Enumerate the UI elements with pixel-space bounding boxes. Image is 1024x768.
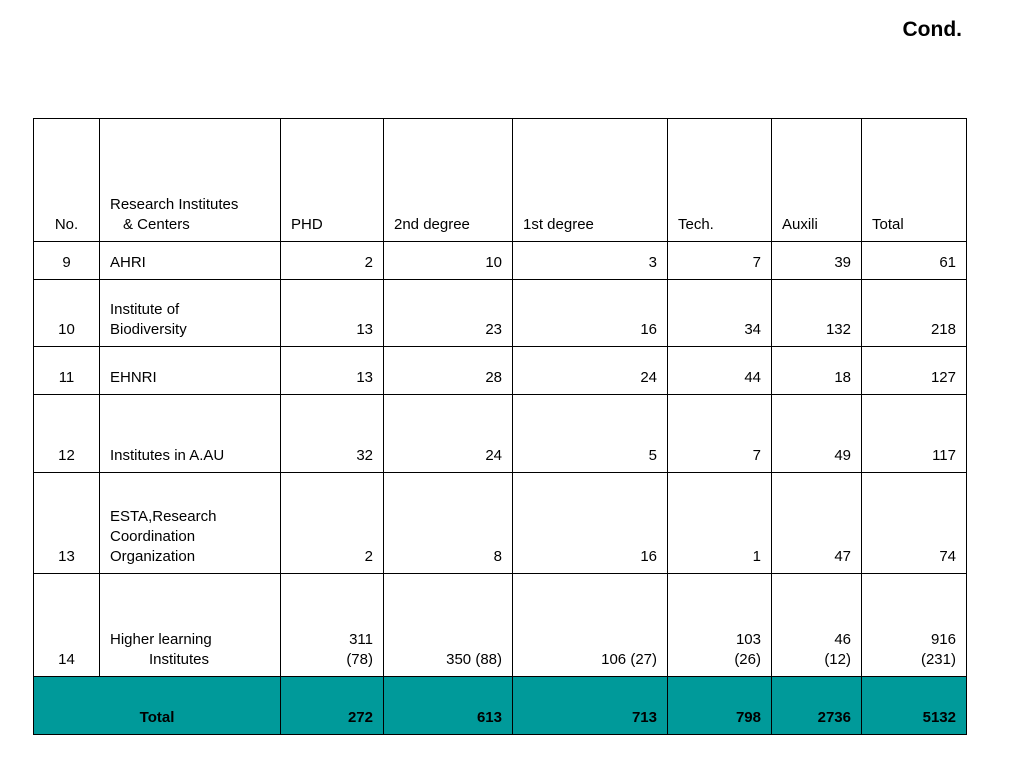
cell-line: 28 [485, 369, 502, 386]
cell-total [862, 473, 967, 574]
cell-first-degree [513, 347, 668, 395]
cell-line: AHRI [110, 254, 146, 271]
cell-line: Institutes [149, 651, 210, 668]
cell-line: 24 [640, 369, 657, 386]
total-tech: 798 [668, 677, 772, 735]
cell-second-degree [384, 280, 513, 347]
cell-total [862, 280, 967, 347]
header-second-degree: 2nd degree [384, 119, 513, 242]
cell-tech [668, 242, 772, 280]
cell-line: 74 [939, 548, 956, 565]
cell-line: 47 [834, 548, 851, 565]
cell-second-degree [384, 242, 513, 280]
cell-no: 12 [34, 395, 100, 473]
cell-phd [281, 347, 384, 395]
cell-line: Biodiversity [110, 321, 187, 338]
cell-auxili [772, 242, 862, 280]
cell-line: 10 [485, 254, 502, 271]
cell-line: 46 [834, 631, 851, 648]
table-row [34, 280, 967, 347]
cell-line: 106 (27) [601, 651, 657, 668]
cell-phd [281, 395, 384, 473]
cell-line: 49 [834, 447, 851, 464]
page-title: Cond. [902, 18, 962, 41]
cell-line: 5 [648, 447, 657, 464]
cell-first-degree [513, 395, 668, 473]
cell-first-degree [513, 574, 668, 677]
cell-total [862, 347, 967, 395]
cell-line: 18 [834, 369, 851, 386]
cell-line: 24 [485, 447, 502, 464]
cell-no: 13 [34, 473, 100, 574]
cell-no: 9 [34, 242, 100, 280]
table-row [34, 574, 967, 677]
cell-first-degree [513, 473, 668, 574]
cell-phd [281, 280, 384, 347]
header-tech: Tech. [668, 119, 772, 242]
cell-line: 132 [825, 321, 851, 338]
cell-line: Institutes in A.AU [110, 447, 225, 464]
header-no: No. [34, 119, 100, 242]
cell-first-degree [513, 280, 668, 347]
cell-line: 218 [930, 321, 956, 338]
cell-line: 39 [834, 254, 851, 271]
cell-line: 311 [349, 631, 373, 648]
total-label: Total [34, 677, 281, 735]
cell-line: 13 [356, 369, 373, 386]
cell-auxili [772, 473, 862, 574]
cell-phd [281, 242, 384, 280]
cell-line: Organization [110, 548, 196, 565]
cell-line: 103 [735, 631, 761, 648]
cell-no: 11 [34, 347, 100, 395]
cell-line: 32 [356, 447, 373, 464]
cell-second-degree [384, 395, 513, 473]
cell-second-degree [384, 574, 513, 677]
table-header-row [34, 119, 967, 242]
cell-line: EHNRI [110, 369, 157, 386]
cell-line: (26) [734, 651, 761, 668]
cell-line: 7 [752, 447, 761, 464]
header-institutes-line1: Research Institutes [110, 196, 239, 213]
cell-line: 44 [744, 369, 761, 386]
cell-line: Higher learning [110, 631, 212, 648]
cell-auxili [772, 574, 862, 677]
table-row [34, 473, 967, 574]
cell-line: 16 [640, 321, 657, 338]
cell-tech [668, 473, 772, 574]
cell-second-degree [384, 473, 513, 574]
staff-table [33, 118, 967, 735]
cell-tech [668, 574, 772, 677]
cell-institute-name [100, 280, 281, 347]
header-institutes-line2: & Centers [123, 216, 190, 233]
cell-line: 2 [364, 548, 373, 565]
total-second-degree: 613 [384, 677, 513, 735]
cell-line: Institute of [110, 301, 180, 318]
cell-line: 127 [930, 369, 956, 386]
header-institutes [100, 119, 281, 242]
cell-auxili [772, 347, 862, 395]
header-auxili: Auxili [772, 119, 862, 242]
cell-line: 916 [930, 631, 956, 648]
cell-tech [668, 280, 772, 347]
cell-phd [281, 574, 384, 677]
cell-institute-name [100, 347, 281, 395]
cell-institute-name [100, 574, 281, 677]
table-row [34, 347, 967, 395]
cell-line: Coordination [110, 528, 196, 545]
cell-first-degree [513, 242, 668, 280]
cell-line: 13 [356, 321, 373, 338]
cell-tech [668, 395, 772, 473]
cell-line: 34 [744, 321, 761, 338]
header-total: Total [862, 119, 967, 242]
cell-line: 350 (88) [446, 651, 502, 668]
cell-line: (12) [824, 651, 851, 668]
cell-line: 3 [648, 254, 657, 271]
table-row [34, 242, 967, 280]
total-total: 5132 [862, 677, 967, 735]
total-auxili: 2736 [772, 677, 862, 735]
cell-no: 10 [34, 280, 100, 347]
cell-line: (78) [346, 651, 373, 668]
cell-line: 8 [493, 548, 502, 565]
cell-institute-name [100, 395, 281, 473]
total-row [34, 677, 967, 735]
cell-line: 61 [939, 254, 956, 271]
cell-institute-name [100, 242, 281, 280]
cell-no: 14 [34, 574, 100, 677]
table-row [34, 395, 967, 473]
header-phd: PHD [281, 119, 384, 242]
cell-line: 23 [485, 321, 502, 338]
total-phd: 272 [281, 677, 384, 735]
cell-institute-name [100, 473, 281, 574]
cell-auxili [772, 280, 862, 347]
cell-line: 1 [752, 548, 761, 565]
cell-line: 16 [640, 548, 657, 565]
cell-total [862, 574, 967, 677]
cell-total [862, 395, 967, 473]
cell-line: 7 [752, 254, 761, 271]
cell-line: (231) [920, 651, 956, 668]
cell-tech [668, 347, 772, 395]
cell-line: 2 [364, 254, 373, 271]
cell-line: 117 [932, 447, 956, 464]
header-first-degree: 1st degree [513, 119, 668, 242]
cell-second-degree [384, 347, 513, 395]
cell-total [862, 242, 967, 280]
cell-auxili [772, 395, 862, 473]
total-first-degree: 713 [513, 677, 668, 735]
cell-phd [281, 473, 384, 574]
cell-line: ESTA,Research [110, 508, 217, 525]
